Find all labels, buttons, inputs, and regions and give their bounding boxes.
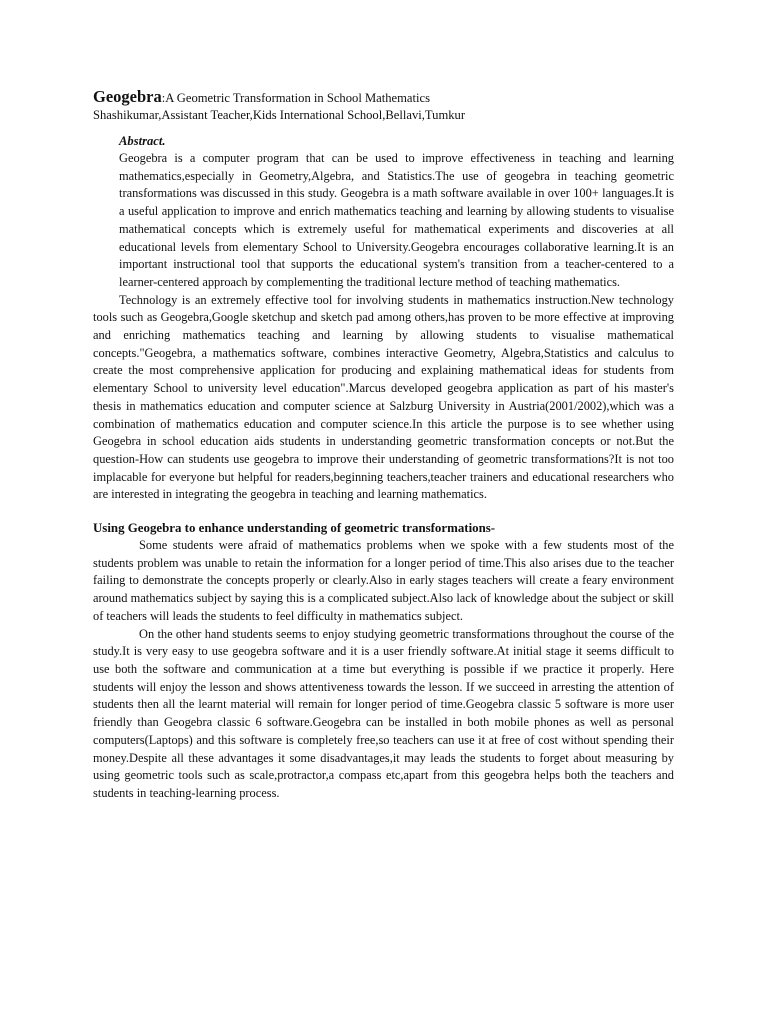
abstract-heading: Abstract. [119, 134, 166, 148]
document-page [93, 88, 674, 803]
title-main: Geogebra [93, 87, 162, 106]
abstract-section [119, 132, 674, 292]
title-subtitle: :A Geometric Transformation in School Mathematics [161, 91, 431, 105]
author-line: Shashikumar,Assistant Teacher,Kids International School,Bellavi,Tumkur [93, 108, 466, 122]
intro-paragraph: Technology is an extremely effective tool for involving students in mathematics instruction.New technology tools such as Geogebra,Google sketchup and sketch pad among others,has proven to be more effective at improving and enriching mathematics teaching and learning by allowing students to visualise mathematical concepts."Geogebra, a mathematics software, combines interactive Geometry, Algebra,Statistics and calculus to create the most comprehensive application for producing and explaining mathematical ideas for students from elementary School to university level education".Marcus developed geogebra application as part of his master's thesis in mathematics education and computer science at Salzburg University in Austria(2001/2002),which was a combination of mathematics education and computer science.In this article the purpose is to see whether using Geogebra in school education aids students in understanding geometric transformation concepts or not.But the question-How can students use geogebra to improve their understanding of geometric transformations?It is not too implacable for everyone but helpful for readers,beginning teachers,teacher trainers and educational researchers who are interested in integrating the geogebra in teaching and learning mathematics. [93, 292, 674, 502]
section-paragraph-2: On the other hand students seems to enjoy studying geometric transformations throughout the course of the study.It is very easy to use geogebra software and it is a user friendly software.At initial stage it seems difficult to use both the software and communication at a time but everything is possible if we practice it properly. Here students will enjoy the lesson and shows attentiveness towards the lesson. If we succeed in arresting the attention of students then all the learnt material will remain for longer period of time.Geogebra classic 5 software is more user friendly than Geogebra classic 6 software.Geogebra can be installed in both mobile phones as well as personal computers(Laptops) and this software is completely free,so teachers can use it at free of cost without spending their money.Despite all these advantages it some disadvantages,it may leads the students to forget about measuring by using geometric tools such as scale,protractor,a compass etc,apart from this geogebra helps both the teachers and students in teaching-learning process. [93, 626, 674, 800]
section-paragraph-1: Some students were afraid of mathematics problems when we spoke with a few students most of the students problem was unable to retain the information for a longer period of time.This also arises due to the teacher failing to demonstrate the concepts properly or clearly.Also in early stages teachers will create a feary environment around mathematics subject by saying this is a complicated subject.Also lack of knowledge about the subject or skill of teachers will leads the students to feel difficulty in mathematics subject. [93, 538, 674, 623]
abstract-text: Geogebra is a computer program that can be used to improve effectiveness in teaching and learning mathematics,especially in Geometry,Algebra, and Statistics.The use of geogebra in teaching geometric transformations was discussed in this study. Geogebra is a math software available in over 100+ languages.It is a useful application to improve and enrich mathematics teaching and learning by allowing students to visualise mathematical concepts which is extremely useful for mathematical experiments and discoveries at all educational levels from elementary School to University.Geogebra encourages collaborative learning.It is an important instructional tool that supports the educational system's transition from a teacher-centered to a learner-centered approach by complementing the traditional lecture method of teaching mathematics. [119, 151, 674, 289]
document-title [93, 88, 674, 107]
section-heading: Using Geogebra to enhance understanding of geometric transformations- [93, 521, 496, 536]
